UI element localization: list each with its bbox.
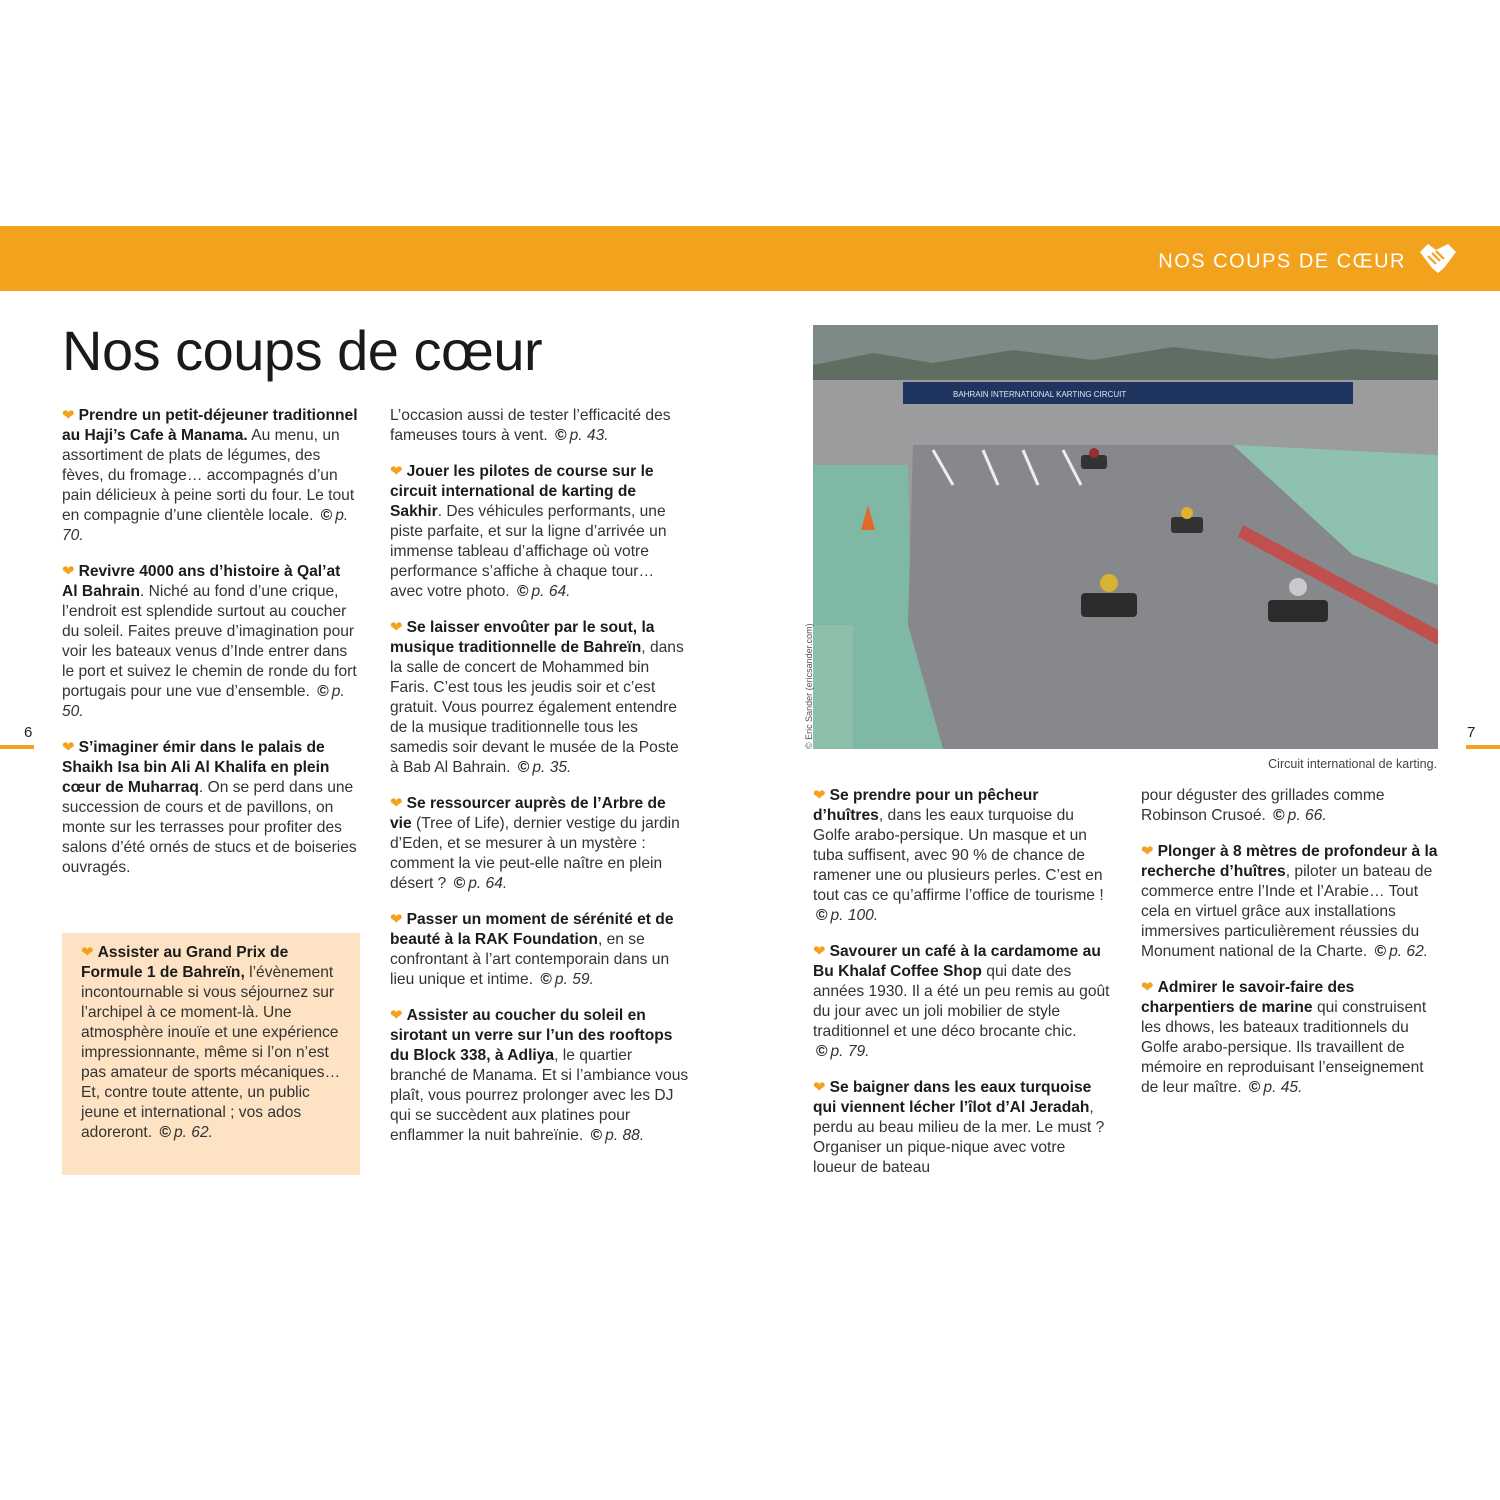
- entry-ref: p. 64.: [468, 875, 508, 892]
- entry-haji-cafe: [62, 406, 358, 546]
- heart-icon: ❤: [1141, 979, 1154, 996]
- entry-continued: [1141, 786, 1439, 826]
- entry-text: , perdu au beau milieu de la mer. Le must ? Organiser un pique-nique avec votre loueur de bateau: [813, 1099, 1105, 1176]
- entry-ref: p. 35.: [532, 759, 572, 776]
- entry-text: , dans les eaux turquoise du Golfe arabo-persique. Un masque et un tuba suffisent, avec 90 % de chance de ramener une ou plusieurs perles. C’est en tout cas ce qu’affirme l’office de tourisme !: [813, 807, 1104, 904]
- entry-ref: p. 64.: [531, 583, 571, 600]
- heart-icon: ❤: [813, 943, 826, 960]
- karting-photo: [813, 325, 1438, 749]
- heart-icon: ❤: [813, 787, 826, 804]
- entry-palais: [62, 738, 358, 878]
- entry-text: , le quartier branché de Manama. Et si l’ambiance vous plaît, vous pourrez prolonger avec les DJ qui se succèdent aux platines pour enflammer la nuit bahreïnie.: [390, 1047, 689, 1144]
- entry-pecheur: [813, 786, 1111, 926]
- entry-block-338: [390, 1006, 690, 1146]
- entry-ref: p. 70.: [62, 507, 349, 544]
- page-ref-icon: ©: [590, 1127, 603, 1144]
- entry-title: Jouer les pilotes de course sur le circuit international de karting de Sakhir: [390, 463, 654, 520]
- handshake-icon: [1418, 240, 1458, 276]
- column-2: [390, 406, 690, 1162]
- heart-icon: ❤: [390, 1007, 403, 1024]
- entry-arbre-de-vie: [390, 794, 690, 894]
- entry-al-jeradah: [813, 1078, 1111, 1178]
- heart-icon: ❤: [390, 619, 403, 636]
- photo-credit: © Eric Sander (ericsander.com): [804, 623, 814, 749]
- page-ref-icon: ©: [517, 759, 530, 776]
- page-ref-icon: ©: [317, 683, 329, 700]
- page-ref-icon: ©: [159, 1124, 171, 1141]
- entry-text: qui construisent les dhows, les bateaux traditionnels du Golfe arabo-persique. Ils travaillent de mémoire en reproduisant l’enseignement de leur maître.: [1141, 999, 1427, 1096]
- entry-text: , piloter un bateau de commerce entre l’Inde et l’Arabie… Tout cela en virtuel grâce aux installations immersives particulièrement réussies du Monument national de la Charte.: [1141, 863, 1433, 960]
- entry-karting: [390, 462, 690, 602]
- page-ref-icon: ©: [816, 907, 828, 924]
- entry-text: L’occasion aussi de tester l’efficacité des fameuses tours à vent.: [390, 407, 671, 444]
- entry-grand-prix: [81, 943, 342, 1143]
- entry-ref: p. 43.: [569, 427, 609, 444]
- entry-ref: p. 100.: [830, 907, 879, 924]
- entry-qalat: [62, 562, 358, 722]
- entry-title: Savourer un café à la cardamome au Bu Khalaf Coffee Shop: [813, 943, 1101, 980]
- highlight-box: [62, 933, 360, 1175]
- entry-plonger: [1141, 842, 1439, 962]
- entry-sout: [390, 618, 690, 778]
- entry-charpentiers: [1141, 978, 1439, 1098]
- entry-title: Assister au coucher du soleil en sirotant un verre sur l’un des rooftops du Block 338, à Adliya: [390, 1007, 673, 1064]
- band-title: NOS COUPS DE CŒUR: [1158, 250, 1406, 273]
- photo-banner-text: BAHRAIN INTERNATIONAL KARTING CIRCUIT: [953, 390, 1127, 399]
- entry-title: Prendre un petit-déjeuner traditionnel au Haji’s Cafe à Manama.: [62, 407, 358, 444]
- chapter-band: [0, 226, 1500, 291]
- entry-title: Revivre 4000 ans d’histoire à Qal’at Al Bahrain: [62, 563, 341, 600]
- entry-text: l’évènement incontournable si vous séjournez sur l’archipel à ce moment-là. Une atmosphère inouïe et une expérience impressionnante, même si l’on n’est pas amateur de sports mécaniques… Et, contre toute attente, un public jeune et international ; vos ados adoreront.: [81, 964, 341, 1141]
- entry-text: Au menu, un assortiment de plats de légumes, des fèves, du fromage… accompagnés d’un pain délicieux à peine sorti du four. Le tout en compagnie d’une clientèle locale.: [62, 427, 355, 524]
- entry-text: , dans la salle de concert de Mohammed bin Faris. C’est tous les jeudis soir et c’est gratuit. Vous pourrez également entendre de la musique traditionnelle tous les samedis soir devant le musée de la Poste à Bab Al Bahrain.: [390, 639, 684, 776]
- entry-title: Se prendre pour un pêcheur d’huîtres: [813, 787, 1039, 824]
- page-number-right: 7: [1467, 724, 1476, 741]
- entry-text: . Des véhicules performants, une piste parfaite, et sur la ligne d’arrivée un immense tableau d’affichage où votre performance s’affiche à chaque tour… avec votre photo.: [390, 503, 667, 600]
- entry-title: Se ressourcer auprès de l’Arbre de vie: [390, 795, 666, 832]
- entry-text: . Niché au fond d’une crique, l’endroit est splendide surtout au coucher du soleil. Faites preuve d’imagination pour voir les bateaux venus d’Inde entrer dans le port et suivez le chemin de ronde du fort portugais pour une vue d’ensemble.: [62, 583, 357, 700]
- entry-continued: [390, 406, 690, 446]
- page-ref-icon: ©: [1374, 943, 1387, 960]
- entry-title: Se baigner dans les eaux turquoise qui viennent lécher l’îlot d’Al Jeradah: [813, 1079, 1092, 1116]
- entry-ref: p. 88.: [605, 1127, 645, 1144]
- page-ref-icon: ©: [1273, 807, 1285, 824]
- heart-icon: ❤: [1141, 843, 1154, 860]
- heart-icon: ❤: [390, 795, 403, 812]
- page-ref-icon: ©: [1248, 1079, 1261, 1096]
- heart-icon: ❤: [390, 911, 403, 928]
- entry-ref: p. 45.: [1263, 1079, 1303, 1096]
- entry-text: pour déguster des grillades comme Robinson Crusoé.: [1141, 787, 1385, 824]
- heart-icon: ❤: [390, 463, 403, 480]
- entry-text: qui date des années 1930. Il a été un peu remis au goût du jour avec un joli mobilier de style traditionnel et une déco brocante chic.: [813, 963, 1110, 1040]
- page-marker-right: [1466, 745, 1500, 749]
- entry-ref: p. 50.: [62, 683, 345, 720]
- entry-ref: p. 59.: [554, 971, 594, 988]
- entry-bu-khalaf: [813, 942, 1111, 1062]
- heart-icon: ❤: [62, 407, 75, 424]
- page-ref-icon: ©: [320, 507, 333, 524]
- column-1: [62, 406, 358, 894]
- entry-ref: p. 62.: [1389, 943, 1429, 960]
- entry-title: Passer un moment de sérénité et de beauté à la RAK Foundation: [390, 911, 674, 948]
- entry-title: Se laisser envoûter par le sout, la musique traditionnelle de Bahreïn: [390, 619, 655, 656]
- entry-rak-foundation: [390, 910, 690, 990]
- page-ref-icon: ©: [555, 427, 567, 444]
- photo-caption: Circuit international de karting.: [1268, 757, 1437, 771]
- entry-text: , en se confrontant à l’art contemporain dans un lieu unique et intime.: [390, 931, 670, 988]
- entry-title: Admirer le savoir-faire des charpentiers de marine: [1141, 979, 1355, 1016]
- entry-text: . On se perd dans une succession de cours et de pavillons, on monte sur les terrasses pour profiter des salons d’été ornés de stucs et de boiseries ouvragés.: [62, 779, 357, 876]
- column-3: [813, 786, 1111, 1194]
- entry-ref: p. 62.: [173, 1124, 213, 1141]
- entry-ref: p. 79.: [830, 1043, 870, 1060]
- page-ref-icon: ©: [453, 875, 466, 892]
- heart-icon: ❤: [81, 944, 94, 961]
- entry-title: Plonger à 8 mètres de profondeur à la recherche d’huîtres: [1141, 843, 1438, 880]
- entry-title: S’imaginer émir dans le palais de Shaikh Isa bin Ali Al Khalifa en plein cœur de Muharraq: [62, 739, 330, 796]
- entry-ref: p. 66.: [1287, 807, 1327, 824]
- page-number-left: 6: [24, 724, 33, 741]
- page-marker-left: [0, 745, 34, 749]
- heart-icon: ❤: [813, 1079, 826, 1096]
- entry-text: (Tree of Life), dernier vestige du jardin d’Eden, et se mesurer à un mystère : comment la vie peut-elle naître en plein désert ?: [390, 815, 680, 892]
- entry-title: Assister au Grand Prix de Formule 1 de Bahreïn,: [81, 944, 289, 981]
- page-heading: Nos coups de cœur: [62, 319, 543, 382]
- heart-icon: ❤: [62, 739, 75, 756]
- heart-icon: ❤: [62, 563, 75, 580]
- page-ref-icon: ©: [516, 583, 529, 600]
- page-ref-icon: ©: [540, 971, 552, 988]
- column-4: [1141, 786, 1439, 1114]
- page-ref-icon: ©: [816, 1043, 828, 1060]
